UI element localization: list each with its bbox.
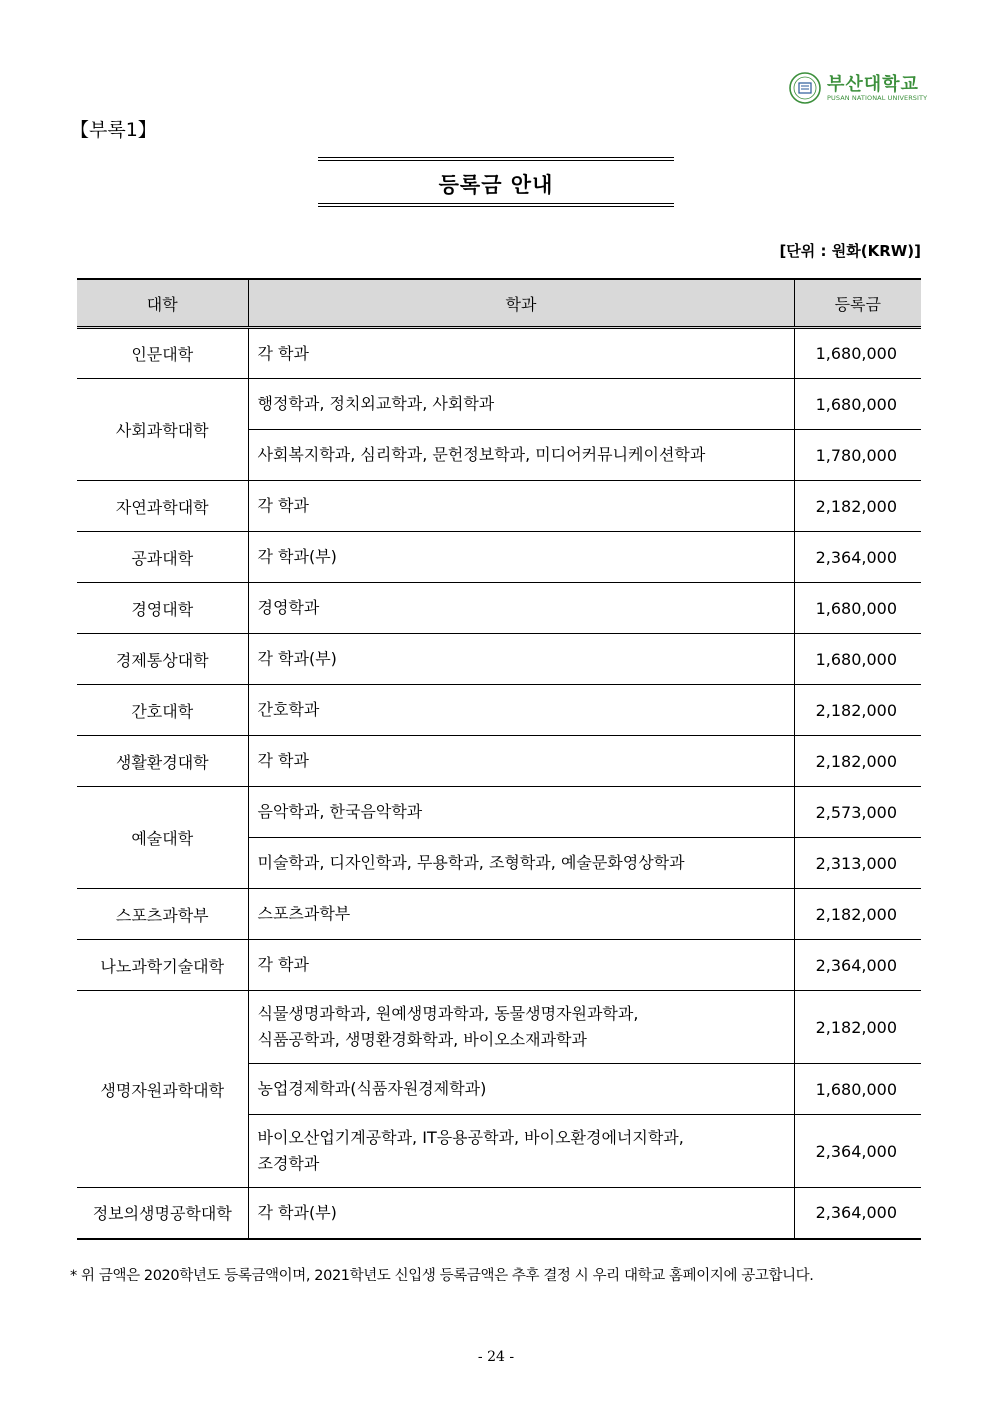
tuition-table [77,278,921,1240]
tuition-cell: 2,364,000 [794,940,921,991]
college-cell: 스포츠과학부 [77,889,248,940]
college-cell: 공과대학 [77,532,248,583]
table-row [77,940,921,991]
department-cell: 각 학과(부) [248,634,794,685]
department-cell: 각 학과 [248,328,794,379]
college-cell: 나노과학기술대학 [77,940,248,991]
tuition-cell: 2,182,000 [794,991,921,1064]
tuition-cell: 2,182,000 [794,889,921,940]
college-cell: 사회과학대학 [77,379,248,481]
department-cell: 경영학과 [248,583,794,634]
currency-unit-label: [단위 : 원화(KRW)] [779,242,921,260]
logo-korean-name: 부산대학교 [827,74,919,95]
department-cell: 미술학과, 디자인학과, 무용학과, 조형학과, 예술문화영상학과 [248,838,794,889]
table-row [77,583,921,634]
college-cell: 예술대학 [77,787,248,889]
header-tuition: 등록금 [794,279,921,328]
table-row [77,379,921,430]
department-cell: 각 학과(부) [248,532,794,583]
tuition-cell: 1,680,000 [794,379,921,430]
department-cell: 스포츠과학부 [248,889,794,940]
tuition-cell: 2,182,000 [794,736,921,787]
department-cell: 사회복지학과, 심리학과, 문헌정보학과, 미디어커뮤니케이션학과 [248,430,794,481]
appendix-label: 【부록1】 [70,119,157,141]
tuition-cell: 2,182,000 [794,685,921,736]
tuition-cell: 2,364,000 [794,1188,921,1239]
department-cell: 각 학과 [248,481,794,532]
college-cell: 정보의생명공학대학 [77,1188,248,1239]
table-row [77,634,921,685]
college-cell: 생명자원과학대학 [77,991,248,1188]
header-department: 학과 [248,279,794,328]
department-cell: 식물생명과학과, 원예생명과학과, 동물생명자원과학과, 식품공학과, 생명환경화학과, 바이오소재과학과 [248,991,794,1064]
department-cell: 음악학과, 한국음악학과 [248,787,794,838]
title-rule-bottom-1 [318,203,674,204]
table-row [77,685,921,736]
title-rule-top-2 [318,160,674,161]
tuition-cell: 2,364,000 [794,1115,921,1188]
department-cell: 행정학과, 정치외교학과, 사회학과 [248,379,794,430]
title-rule-top-1 [318,157,674,158]
university-logo [789,72,928,106]
college-cell: 경영대학 [77,583,248,634]
department-cell: 각 학과 [248,940,794,991]
page-title: 등록금 안내 [438,173,554,197]
college-cell: 자연과학대학 [77,481,248,532]
page-number: - 24 - [477,1349,515,1365]
title-box [318,157,674,207]
department-cell: 각 학과(부) [248,1188,794,1239]
department-cell: 바이오산업기계공학과, IT응용공학과, 바이오환경에너지학과, 조경학과 [248,1115,794,1188]
logo-english-name: PUSAN NATIONAL UNIVERSITY [827,94,928,102]
tuition-cell: 2,182,000 [794,481,921,532]
table-row [77,736,921,787]
department-cell: 간호학과 [248,685,794,736]
table-row [77,991,921,1064]
table-row [77,1188,921,1239]
department-cell: 농업경제학과(식품자원경제학과) [248,1064,794,1115]
tuition-cell: 1,680,000 [794,1064,921,1115]
university-seal-icon [789,72,821,104]
college-cell: 생활환경대학 [77,736,248,787]
table-row [77,889,921,940]
tuition-cell: 1,680,000 [794,328,921,379]
tuition-cell: 1,780,000 [794,430,921,481]
tuition-cell: 1,680,000 [794,583,921,634]
table-row [77,532,921,583]
table-row [77,328,921,379]
table-header-row [77,279,921,328]
department-cell: 각 학과 [248,736,794,787]
tuition-cell: 2,364,000 [794,532,921,583]
table-body [77,328,921,1239]
tuition-cell: 1,680,000 [794,634,921,685]
table-row [77,787,921,838]
college-cell: 인문대학 [77,328,248,379]
table-row [77,481,921,532]
header-college: 대학 [77,279,248,328]
college-cell: 경제통상대학 [77,634,248,685]
tuition-cell: 2,573,000 [794,787,921,838]
tuition-cell: 2,313,000 [794,838,921,889]
title-rule-bottom-2 [318,206,674,207]
college-cell: 간호대학 [77,685,248,736]
footnote: * 위 금액은 2020학년도 등록금액이며, 2021학년도 신입생 등록금액은 추후 결정 시 우리 대학교 홈페이지에 공고합니다. [70,1268,814,1284]
